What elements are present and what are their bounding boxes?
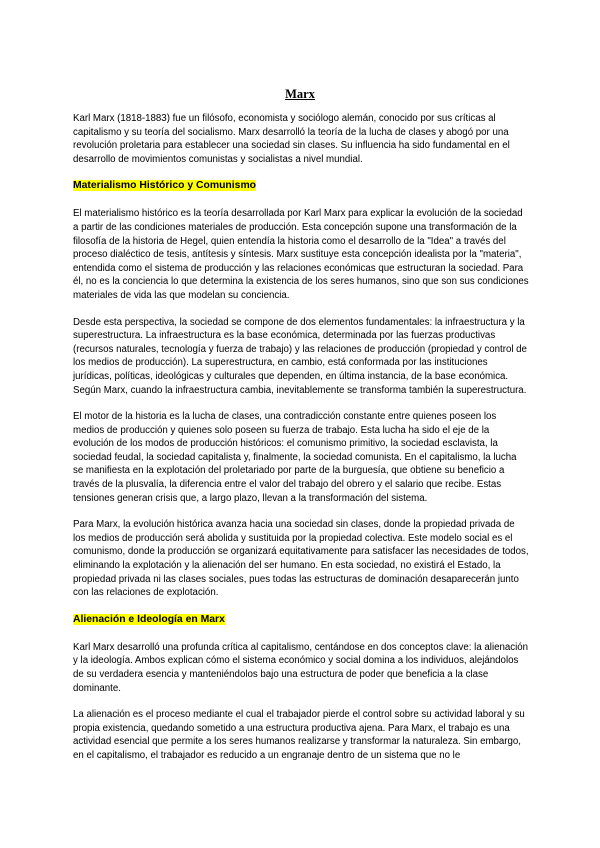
document-body xyxy=(73,112,529,776)
page-title: Marx xyxy=(285,87,315,101)
intro-paragraph: Karl Marx (1818-1883) fue un filósofo, economista y sociólogo alemán, conocido por sus críticas al capitalismo y su teoría del socialismo. Marx desarrolló la teoría de la lucha de clases y abogó por una revolución proletaria para establecer una sociedad sin clases. Su influencia ha sido fundamental en el desarrollo de movimientos comunistas y socialistas a nivel mundial. xyxy=(73,113,510,165)
heading-highlight: Materialismo Histórico y Comunismo xyxy=(73,180,257,192)
paragraph: La alienación es el proceso mediante el cual el trabajador pierde el control sobre su actividad laboral y su propia existencia, quedando sometido a una estructura productiva ajena. Para Marx, el trabajo es una actividad esencial que permite a los seres humanos realizarse y transformar la naturaleza. Sin embargo, en el capitalismo, el trabajador es reducido a un engranaje dentro de un sistema que no le xyxy=(73,709,525,761)
paragraph: Karl Marx desarrolló una profunda crítica al capitalismo, centándose en dos conceptos clave: la alienación y la ideología. Ambos explican cómo el sistema económico y social domina a los individuos, alejándolos de su verdadera esencia y manteniéndolos bajo una estructura de poder que beneficia a la clase dominante. xyxy=(73,641,529,694)
paragraph: El motor de la historia es la lucha de clases, una contradicción constante entre quienes poseen los medios de producción y quienes solo poseen su fuerza de trabajo. Esta lucha ha sido el eje de la evolución de los modos de producción históricos: el comunismo primitivo, la sociedad esclavista, la sociedad feudal, la sociedad capitalista y, finalmente, la sociedad comunista. En el capitalismo, la lucha se manifiesta en la explotación del proletariado por parte de la burguesía, que obtiene su beneficio a través de la plusvalía, la diferencia entre el valor del trabajo del obrero y el salario que recibe. Estas tensiones generan crisis que, a largo plazo, llevan a la transformación del sistema. xyxy=(73,411,517,504)
paragraph: Desde esta perspectiva, la sociedad se compone de dos elementos fundamentales: la infraestructura y la superestructura. La infraestructura es la base económica, determinada por las fuerzas productivas (recursos naturales, tecnología y fuerza de trabajo) y las relaciones de producción (propiedad y control de los medios de producción). La superestructura, en cambio, está conformada por las instituciones jurídicas, políticas, ideológicas y culturales que dependen, en última instancia, de la base económica. Según Marx, cuando la infraestructura cambia, inevitablemente se transforma también la superestructura. xyxy=(73,316,527,396)
section-heading-alienacion xyxy=(73,613,529,627)
paragraph: Para Marx, la evolución histórica avanza hacia una sociedad sin clases, donde la propiedad privada de los medios de producción será abolida y sustituida por la propiedad colectiva. Este modelo social es el comunismo, donde la producción se organizará equitativamente para satisfacer las necesidades de todos, eliminando la explotación y la alienación del ser humano. En esta sociedad, no existirá el Estado, la propiedad privada ni las clases sociales, pues todas las estructuras de dominación desaparecerán junto con las relaciones de explotación. xyxy=(73,519,529,599)
paragraph: El materialismo histórico es la teoría desarrollada por Karl Marx para explicar la evolución de la sociedad a partir de las condiciones materiales de producción. Esta concepción supone una transformación de la filosofía de la historia de Hegel, quien entendía la historia como el desarrollo de la "Idea" a través del proceso dialéctico de tesis, antítesis y síntesis. Marx sustituye esta concepción idealista por la "materia", entendida como el sistema de producción y las relaciones económicas que estructuran la sociedad. Para él, no es la conciencia lo que determina la existencia de los seres humanos, sino que son sus condiciones materiales de vida las que modelan su conciencia. xyxy=(73,208,529,301)
section-heading-materialismo xyxy=(73,179,529,193)
heading-highlight: Alienación e Ideología en Marx xyxy=(73,613,225,625)
